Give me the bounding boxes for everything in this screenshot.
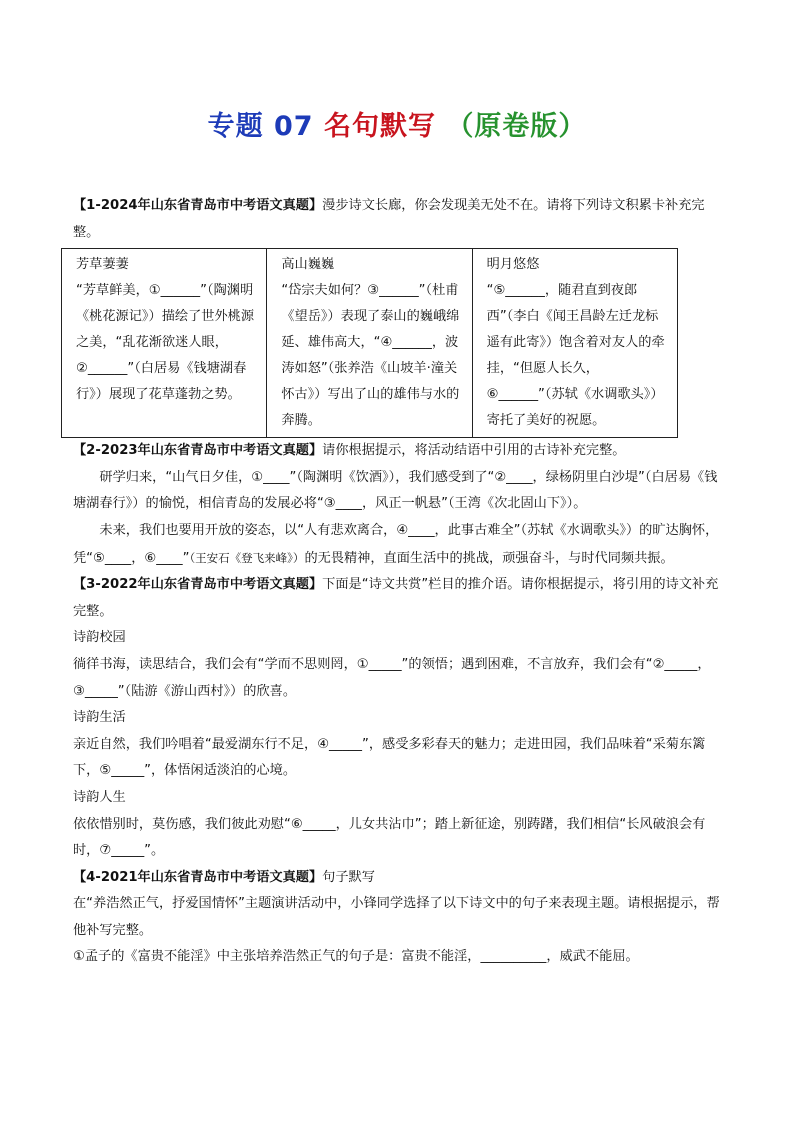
question-1-intro: 漫步诗文长廊，你会发现美无处不在。请将下列诗文积累卡补充完整。 — [73, 198, 705, 240]
poem-card-3-title: 明月悠悠 — [486, 257, 540, 273]
question-2-source: 【2-2023年山东省青岛市中考语文真题】 — [73, 443, 323, 459]
section-life-title: 诗韵生活 — [73, 710, 126, 726]
poem-card-1-body: “芳草鲜美，①______”（陶渊明《桃花源记》）描绘了世外桃源之美，“乱花渐欲迷人眼，②______”（白居易《钱塘湖春行》）展现了花草蓬勃之势。 — [76, 283, 255, 403]
question-4-heading — [73, 865, 725, 892]
question-4-item-1: ①孟子的《富贵不能淫》中主张培养浩然正气的句子是：富贵不能淫，__________，威武不能屈。 — [73, 949, 639, 965]
question-2-paragraph-2-b: 的无畏精神，直面生活中的挑战，顽强奋斗，与时代同频共振。 — [304, 550, 674, 566]
document-body — [73, 193, 725, 971]
page-title — [0, 104, 794, 143]
title-topic-number: 专题 07 — [207, 111, 314, 142]
question-3-heading — [73, 572, 725, 625]
question-2-citation: （王安石《登飞来峰》） — [189, 550, 305, 565]
section-campus-body: 徜徉书海，读思结合，我们会有“学而不思则罔，①_____”的领悟；遇到困难，不言放弃，我们会有“②_____，③_____”（陆游《游山西村》）的欣喜。 — [73, 656, 711, 699]
section-life-body: 亲近自然，我们吟唱着“最爱湖东行不足，④_____”，感受多彩春天的魅力；走进田园，我们品味着“采菊东篱下，⑤_____”，体悟闲适淡泊的心境。 — [73, 736, 706, 779]
poem-card-1-title: 芳草萋萋 — [76, 257, 129, 273]
question-4-source: 【4-2021年山东省青岛市中考语文真题】 — [73, 869, 323, 885]
question-2-intro: 请你根据提示，将活动结语中引用的古诗补充完整。 — [322, 443, 626, 459]
poem-card-3 — [472, 249, 677, 438]
section-journey-title: 诗韵人生 — [73, 789, 126, 805]
poem-card-3-body: “⑤______，随君直到夜郎西”（李白《闻王昌龄左迁龙标遥有此寄》）饱含着对友人的牵挂，“但愿人长久，⑥______”（苏轼《水调歌头》）寄托了美好的祝愿。 — [486, 283, 665, 429]
title-topic-name: 名句默写 — [323, 111, 436, 142]
question-4-body: 在“养浩然正气，抒爱国情怀”主题演讲活动中，小锋同学选择了以下诗文中的句子来表现主题。请根据提示，帮他补写完整。 — [73, 896, 720, 938]
poem-card-2-body: “岱宗夫如何？③______”（杜甫《望岳》）表现了泰山的巍峨绵延、雄伟高大，“④______，波涛如怒”（张养浩《山坡羊·潼关怀古》）写出了山的雄伟与水的奔腾。 — [281, 283, 460, 429]
question-1-source: 【1-2024年山东省青岛市中考语文真题】 — [73, 198, 323, 213]
poem-card-1 — [62, 249, 267, 438]
question-2-paragraph-2-a: 未来，我们也要用开放的姿态，以“人有悲欢离合，④____，此事古难全”（苏轼《水调歌头》）的旷达胸怀，凭“⑤____，⑥____” — [73, 522, 719, 566]
poem-card-2 — [267, 249, 472, 438]
section-campus-title: 诗韵校园 — [73, 630, 126, 646]
question-3-intro: 下面是“诗文共赏”栏目的推介语。请你根据提示，将引用的诗文补充完整。 — [73, 577, 719, 619]
title-edition: （原卷版） — [446, 111, 587, 142]
question-2-paragraph-1: 研学归来，“山气日夕佳，①____”（陶渊明《饮酒》），我们感受到了“②____，绿杨阴里白沙堤”（白居易《钱塘湖春行》）的愉悦，相信青岛的发展必将“③____，风正一帆悬”（王湾《次北固山下》）。 — [73, 469, 718, 512]
poem-card-table — [61, 248, 678, 438]
question-2-heading — [73, 438, 725, 465]
question-4-intro: 句子默写 — [322, 869, 375, 885]
question-2-paragraph-2 — [73, 518, 725, 572]
question-1-heading — [73, 193, 725, 246]
question-3-source: 【3-2022年山东省青岛市中考语文真题】 — [73, 577, 323, 593]
poem-card-2-title: 高山巍巍 — [281, 257, 335, 273]
section-journey-body: 依依惜别时，莫伤感，我们彼此劝慰“⑥_____，儿女共沾巾”；踏上新征途，别踌躇，我们相信“长风破浪会有时，⑦_____”。 — [73, 816, 706, 859]
